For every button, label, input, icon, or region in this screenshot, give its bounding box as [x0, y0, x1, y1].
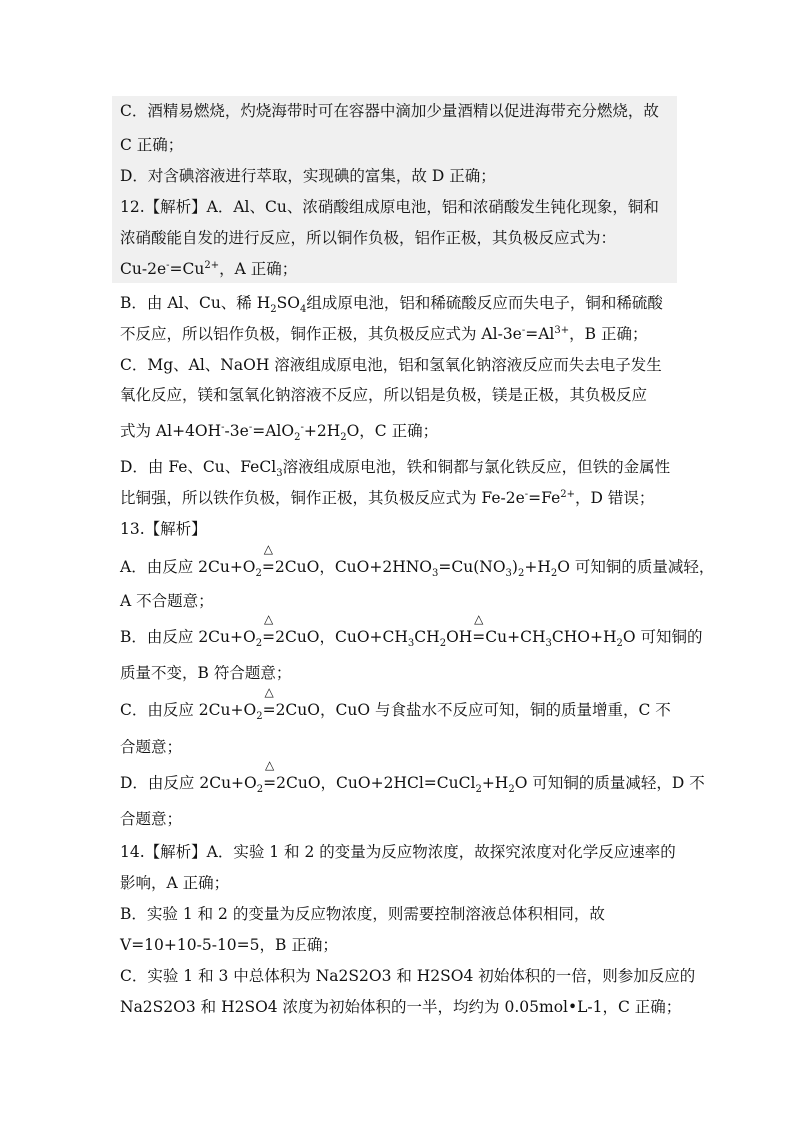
line-q13-d2: 合题意；: [120, 810, 183, 828]
line-d-extraction: D．对含碘溶液进行萃取，实现碘的富集，故 D 正确；: [120, 167, 496, 185]
line-q13-a1: A．由反应 $2Cu+O_2$ △ =2CuO，$CuO+2HNO_3=Cu(NO_3)_2+H_2O$ 可知铜的质量减轻，: [120, 542, 715, 580]
line-q12-a3: $Cu-2e^-=Cu^{2+}$，A 正确；: [120, 259, 298, 278]
heat-triangle-icon: △: [265, 758, 275, 772]
line-q13-c1: C．由反应 $2Cu+O_2$ △ =2CuO，CuO 与食盐水不反应可知，铜的质量增重，C 不: [120, 685, 671, 723]
line-q14-b2: V=10+10-5-10=5，B 正确；: [120, 936, 338, 954]
line-q12-d1: D．由 Fe、Cu、FeCl$_3$溶液组成原电池，铁和铜都与氯化铁反应，但铁的金属性: [120, 458, 671, 480]
line-q12-a1: 12.【解析】A．Al、Cu、浓硝酸组成原电池，铝和浓硝酸发生钝化现象，铜和: [120, 198, 659, 216]
line-c-correct: C 正确；: [120, 136, 184, 154]
line-q13-b1: B．由反应 $2Cu+O_2$ △ =2CuO，$CuO+CH_3CH_2OH$ △ $=Cu+CH_3CHO+H_2O$ 可知铜的: [120, 612, 703, 650]
highlight-block: [112, 96, 677, 283]
line-q12-c2: 氧化反应，镁和氢氧化钠溶液不反应，所以铝是负极，镁是正极，其负极反应: [120, 386, 648, 404]
line-q13-heading: 13.【解析】: [120, 520, 207, 538]
line-q13-a2: A 不合题意；: [120, 592, 214, 610]
line-q12-c1: C．Mg、Al、NaOH 溶液组成原电池，铝和氢氧化钠溶液反应而失去电子发生: [120, 356, 662, 374]
heat-triangle-icon: △: [474, 612, 484, 626]
heating-equals-sign: △ =: [262, 685, 276, 719]
heat-triangle-icon: △: [264, 685, 274, 699]
line-q12-b2: 不反应，所以铝作负极，铜作正极，其负极反应式为 $Al-3e^-=Al^{3+}$，B 正确；: [120, 324, 648, 343]
line-q12-b1: B．由 Al、Cu、稀 $H_2SO_4$组成原电池，铝和稀硫酸反应而失电子，铜和稀硫酸: [120, 294, 663, 316]
heating-equals-sign: △ =: [472, 612, 486, 646]
line-q12-c3: 式为 $Al+4OH^--3e^-=AlO_2^-+2H_2O$，C 正确；: [120, 421, 439, 444]
heat-triangle-icon: △: [263, 542, 274, 556]
heating-equals-sign: △ =: [261, 542, 275, 576]
line-q14-a2: 影响，A 正确；: [120, 874, 230, 892]
line-q14-a1: 14.【解析】A．实验 1 和 2 的变量为反应物浓度，故探究浓度对化学反应速率的: [120, 843, 676, 861]
line-q12-d2: 比铜强，所以铁作负极，铜作正极，其负极反应式为 $Fe-2e^-=Fe^{2+}$，D 错误；: [120, 488, 655, 507]
line-q14-c1: C．实验 1 和 3 中总体积为 Na2S2O3 和 H2SO4 初始体积的一倍，则参加反应的: [120, 967, 696, 985]
heating-equals-sign: △ =: [262, 612, 276, 646]
line-q13-d1: D．由反应 $2Cu+O_2$ △ =2CuO，$CuO+2HCl=CuCl_2+H_2O$ 可知铜的质量减轻，D 不: [120, 758, 705, 796]
line-q14-b1: B．实验 1 和 2 的变量为反应物浓度，则需要控制溶液总体积相同，故: [120, 905, 605, 923]
heating-equals-sign: △ =: [263, 758, 277, 792]
line-q14-c2: Na2S2O3 和 H2SO4 浓度为初始体积的一半，均约为 0.05mol•L-1，C 正确；: [120, 998, 682, 1016]
heat-triangle-icon: △: [263, 612, 274, 626]
line-q13-c2: 合题意；: [120, 738, 183, 756]
line-q13-b2: 质量不变，B 符合题意；: [120, 664, 292, 682]
line-c-alcohol: C．酒精易燃烧，灼烧海带时可在容器中滴加少量酒精以促进海带充分燃烧，故: [120, 102, 659, 120]
line-q12-a2: 浓硝酸能自发的进行反应，所以铜作负极，铝作正极，其负极反应式为：: [120, 229, 617, 247]
